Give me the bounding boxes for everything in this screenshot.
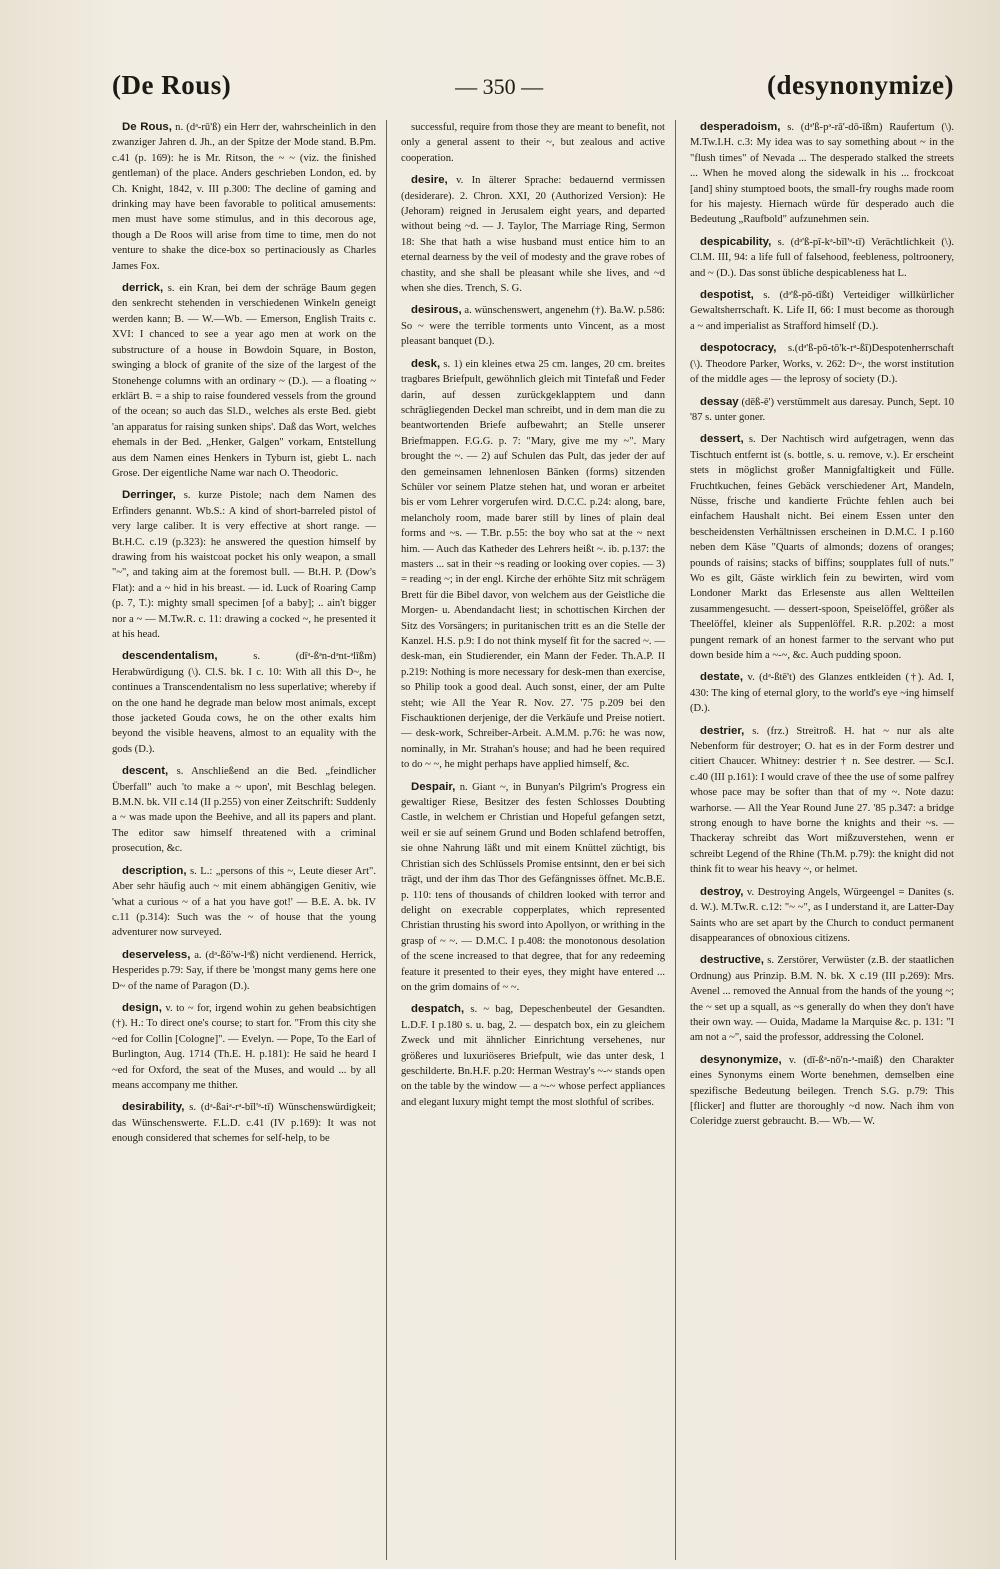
entry-text: n. Giant ~, in Bunyan's Pilgrim's Progress ein gewaltiger Riese, Besitzer des festen Schlosses Doubting Castle, in welchem er Christian und Hopeful gefangen setzt, weil er sie auf seinem Grund und Boden schlafend betroffen, sie ohne Nahrung läßt und mit einem Knüttel züchtigt, bis Christian sich des Schlüssels Promise entsinnt, den er bei sich trägt, und der ihm das Thor des Gefängnisses öffnet. Mc.B.E. p. 110: tens of thousands of children looked with terror and delight on execrable copperplates, which represented Christian thrusting his sword into Apollyon, or writhing in the grasp of ~ ~. — D.M.C. I p.408: the monotonous desolation of the scene increased to that degree, that for any redeeming feature it presented to their eyes, they might have entered ... on the grim domains of ~ ~. [401,781,665,993]
entry-headword: derrick, [122,282,164,295]
entry-headword: dessay [700,395,739,408]
dictionary-entry [401,303,665,349]
dictionary-entry [112,488,376,642]
entry-headword: desirability, [122,1101,185,1114]
dictionary-entry [690,288,954,334]
entry-headword: despicability, [700,235,772,248]
entry-headword: descent, [122,765,169,778]
dictionary-entry [112,281,376,481]
entry-text: v. (dī-ßᵊ-nō'n-ᵊ-maiß) den Charakter eines Synonyms einem Worte benehmen, demselben eine spezifische Bedeutung beilegen. Trench S.G. p.79: This [flicker] and flutter are thoroughly ~d now. Nach ihm von Coleridge zuerst gebraucht. B.— Wb.— W. [690,1054,954,1128]
entry-headword: desk, [411,357,441,370]
dictionary-entry [690,235,954,281]
entry-text: s. kurze Pistole; nach dem Namen des Erfinders genannt. Wb.S.: A kind of short-barreled pistol of very large caliber. It is very effective at short range. — Bt.H.C. c.19 (p.323): he answered the question himself by drawing from his waistcoat pocket his only weapon, a small "~", and taking aim at the foremost bull. — Bt.H. P. (Dow's Flat): and a ~ hid in his breast. — id. Luck of Roaring Camp (p. 7, T.): mighty small specimen [of a baby]; .. ain't bigger nor a ~ — M.Tw.R. c. 11: drawing a cocked ~, he presented it at his head. [112,490,376,640]
entry-headword: design, [122,1001,162,1014]
text-columns [112,120,954,1560]
column-2 [401,120,676,1560]
entry-text: s. Anschließend an die Bed. „feindlicher Überfall" auch 'to make a ~ upon', mit Beschlag belegen. B.M.N. bk. VII c.14 (II p.255) von einer Zeitschrift: Suddenly a ~ was made upon the Beehive, and all its papers and plant. The editor saw himself threatened with a criminal prosecution, &c. [112,766,376,855]
dictionary-entry [690,432,954,663]
entry-text: s. ein Kran, bei dem der schräge Baum gegen den senkrecht stehenden in verschiedenen Winkeln geneigt werden kann; B. — W.—Wb. — Emerson, English Traits c. XVI: I chanced to see a year ago men at work on the substructure of a house in Bowdoin Square, in Boston, swinging a block of granite of the size of the largest of the Stonehenge columns with an ordinary ~ (D.). — a floating ~ erklärt B. = a ship to raise foundered vessels from the ground of the ocean; so auch das Sl.D., welches als erste Bed. giebt 'an apparatus for raising sunken ships'. Daß das Wort, welches ehemals in der Bed. „Henker, Galgen" vorkam, Entstellung aus dem Namen eines Henkers in Tyburn ist, giebt L. nach Grose. Der eigentliche Name war nach O. Theodoric. [112,283,376,479]
entry-headword: De Rous, [122,121,172,133]
entry-headword: destroy, [700,885,744,898]
entry-text: s. (dīᵊ-ßᵊn-dᵊnt-ᵊlīßm) Herabwürdigung (\). Cl.S. bk. I c. 10: With all this D~, he continues a Transcendentalism no less superlative; whereby if on the one hand he degrade man below most animals, except those jacketed Gouda cows, he on the other exalts him beyond the visible heavens, almost to an equality with the gods (D.). [112,651,376,755]
entry-text: s. Zerstörer, Verwüster (z.B. der staatlichen Ordnung) aus Prinzip. B.M. N. bk. X c.19 (III p.269): Mrs. Avenel ... removed the Annual from the hands of the young ~; the ~ set up a squall, as ~s generally do when they don't have their own way. — Ouida, Madame la Marquise &c. p. 131: "I am not a ~", said the professor, addressing the Colonel. [690,955,954,1044]
entry-text: s. (dᵊ'ß-pī-kᵊ-bīl'ᵊ-tī) Verächtlichkeit (\). Cl.M. III, 94: a life full of falsehood, feebleness, poltroonery, and ~ (D.). Das sonst übliche despicableness hat L. [690,236,954,279]
dictionary-entry [112,1001,376,1093]
entry-headword: deserveless, [122,948,191,961]
entry-headword: despatch, [411,1003,465,1016]
dictionary-entry [690,1053,954,1130]
dictionary-entry [401,120,665,166]
entry-text: v. In älterer Sprache: bedauernd vermissen (desiderare). 2. Chron. XXI, 20 (Authorized Version): He (Jehoram) reigned in Jerusalem eight years, and departed without being ~d. — J. Taylor, The Marriage Ring, Sermon 18: She that hath a wise husband must entice him to an eternal dearness by the veil of modesty and the grave robes of chastity, and she shall be pleasant while she lives, and ~d when she dies. Trench, S. G. [401,175,665,295]
entry-text: s. Der Nachtisch wird aufgetragen, wenn das Tischtuch entfernt ist (s. bottle, s. u. remove, v.). Er erscheint stets in möglichst großer Mannigfaltigkeit und Fülle. Fruchtkuchen, feines Gebäck verschiedener Art, Mandeln, Nüsse, frische und kandierte Früchte fehlen auch bei einfachem Haushalt nicht. Bei einem Essen unter den bescheidensten Verhältnissen erscheinen in D.M.C. I p.160 neben dem Käse "Quarts of almonds; dozens of oranges; pounds of raisins; stacks of biffins; soupplates full of nuts." Wo es gilt, Gäste wirklich fein zu bewirten, wird vom Londoner Markt das Erlesenste aus allen Weltteilen zusammengesucht. — dessert-spoon, Speiselöffel, größer als Theelöffel, kleiner als Suppenlöffel. R.R. p.202: a most pungent remark of an honest farmer to the servant who put down beside him a ~-~, &c. Auch pudding spoon. [690,434,954,661]
header-left-guideword: (De Rous) [112,70,232,100]
entry-text: s. (dᵊ-ßaiᵊ-rᵊ-bīl'ᵊ-tī) Wünschenswürdigkeit; das Wünschenswerte. F.L.D. c.41 (IV p.169): It was not enough considered that schemes for self-help, to be [112,1102,376,1145]
entry-headword: desperadoism, [700,121,781,133]
dictionary-entry [112,1100,376,1146]
dictionary-entry [401,1002,665,1110]
page-number: — 350 — [455,74,544,99]
entry-text: successful, require from those they are meant to benefit, not only a general assent to their ~, but zealous and active cooperation. [401,122,665,164]
entry-text: s. 1) ein kleines etwa 25 cm. langes, 20 cm. breites tragbares Briefpult, gewöhnlich gleich mit Tintefaß und Feder darin, auf dessen zurückgeklapptem und dann schrägliegenden Deckel man schreibt, und in dem man die zu beantwortenden Briefe aufbewahrt; an Stelle unserer Briefmappen. F.G.G. p. 7: "Mary, give me my ~". Mary brought the ~. — 2) auf Schulen das Pult, das jeder der auf den gemeinsamen lehnenlosen Bänken (forms) sitzenden Schüler vor seinem Platze stehen hat, und woran er arbeitet bis er vom Lehrer vorgerufen wird. D.C.C. p.24: along, bare, melancholy room, made barer still by lines of plain deal forms and ~s. — T.Br. p.55: the boy who sat at the ~ next him. — Auch das Katheder des Lehrers heißt ~. ib. p.137: the masters ... sat in their ~s reading or looking over copies. — 3) = reading ~; in der engl. Kirche der erhöhte Sitz mit schrägem Brett für die Bibel davor, von welchem aus der Geistliche die Morgen- u. Abendandacht liest; in schottischen Kirchen der Sitz des Vorsängers; in puritanischen tritt es an die Stelle der Kanzel. H.S. p.9: I do not think myself fit for the sacred ~. — desk-man, ein Studierender, ein Mann der Feder. Th.A.P. II p.219: Nothing is more necessary for desk-men than exercise, so Philip took a good deal. Auch sonst, einer, der am Pulte steht; wie All the Year R. Nov. 27. '75 p.209 bei den Fischauktionen derjenige, der die Verkäufe und Preise notiert. — desk-work, Schreiber-Arbeit. A.M.M. p.76: he was now, nominally, in Mr. Strahan's house; and had he been required to do ~ ~, he might perhaps have applied himself, &c. [401,358,665,771]
entry-text: s. ~ bag, Depeschenbeutel der Gesandten. L.D.F. I p.180 s. u. bag, 2. — despatch box, ein zu gleichem Zweck und mit ähnlicher Einrichtung versehenes, nur größeres und luxuriöseres Briefpult, wie das unter desk, 1 geschilderte. Bn.H.F. p.20: Herman Westray's ~-~ stands open on the table by the window — a ~-~ whose perfect appliances and elegant luxury might tempt the most slothful of scribes. [401,1004,665,1108]
entry-headword: Despair, [411,780,456,793]
entry-text: s.(dᵊ'ß-pō-tō'k-rᵊ-ßī)Despotenherrschaft (\). Theodore Parker, Works, v. 262: D~, the worst institution of the middle ages — the leprosy of society (D.). [690,343,954,386]
entry-text: a. (dᵊ-ßö'w-lᵊß) nicht verdienend. Herrick, Hesperides p.79: Say, if there be 'mongst many gems here one D~ of the name of Paragon (D.). [112,949,376,992]
entry-text: v. (dᵊ-ßtē't) des Glanzes entkleiden (†). Ad. I, 430: The king of eternal glory, to the world's eye ~ing himself (D.). [690,672,954,715]
dictionary-entry [690,670,954,716]
entry-headword: desynonymize, [700,1053,782,1066]
entry-text: s. (dᵊ'ß-pō-tīßt) Verteidiger willkürlicher Gewaltsherrschaft. K. Life II, 66: I must become as thorough a ~ and imperialist as Strafford himself (D.). [690,290,954,332]
entry-text: s. (dᵊ'ß-pᵊ-rā'-dō-īßm) Raufertum (\). M.Tw.I.H. c.3: My idea was to say something about ~ in the "flush times" of Nevada ... The desperado stalked the streets ... When he moved along the sidewalk in his ... frockcoat [and] shiny stumptoed boots, the small-fry roughs made room for his majesty. Hiernach würde für desperado auch die Bedeutung „Raufbold" aufzunehmen sein. [690,122,954,226]
dictionary-entry [112,764,376,856]
entry-headword: despotist, [700,289,754,302]
dictionary-entry [401,357,665,773]
entry-headword: descendentalism, [122,650,218,663]
entry-text: v. to ~ for, irgend wohin zu gehen beabsichtigen (†). H.: To direct one's course; to start for. "From this city she ~ed for Collin [Cologne]". — Evelyn. — Pope, To the Earl of Burlington, Aug. 1714 (Th.E. H. p.181): He said he heard I ~ed for Oxford, the seat of the Muses, and would ... by all means accompany me thither. [112,1002,376,1091]
dictionary-entry [401,780,665,996]
entry-text: (dēß-ē') verstümmelt aus daresay. Punch, Sept. 10 '87 s. unter goner. [690,396,954,423]
dictionary-entry [112,864,376,941]
dictionary-entry [112,649,376,757]
entry-headword: desire, [411,174,448,187]
entry-text: a. wünschenswert, angenehm (†). Ba.W. p.586: So ~ were the terrible torments unto Vincent, as a most pleasant banquet (D.). [401,305,665,348]
dictionary-entry [690,395,954,426]
entry-headword: desirous, [411,304,462,317]
entry-headword: destate, [700,671,744,684]
dictionary-entry [690,120,954,228]
column-1 [112,120,387,1560]
entry-text: n. (dᵊ-rū'ß) ein Herr der, wahrscheinlich in den zwanziger Jahren d. Jh., an der Spitze der Mode stand. B.Pm. c.41 (p. 169): he is Mr. Ritson, the ~ ~ (viz. the finished gentleman) of the place. Anders geschrieben London, ed. by Ch. Knight, 1842, v. III p.300: The decline of gaming and drinking may have been favorable to political amusements: men must have some stimulus, and in this decorous age, though a De Roos will arise from time to time, men do not venture to shake the dice-box so pertinaciously as Charles James Fox. [112,122,376,272]
entry-headword: destrier, [700,724,745,737]
dictionary-entry [401,173,665,296]
entry-headword: destructive, [700,954,764,967]
dictionary-entry [112,948,376,994]
entry-text: s. (frz.) Streitroß. H. hat ~ nur als alte Nebenform für destroyer; O. hat es in der Form destrer und citiert Chaucer. Whitney: destrier † n. See destrer. — Sc.I. c.40 (III p.161): I would crave of thee the use of some palfrey whose pace may be softer than that of my ~. Note dazu: warhorse. — All the Year Round June 27. '85 p.347: a bridge strong enough to have borne the knights and their ~s. — Thackeray schreibt das Wort mißzuverstehen, wenn er schreibt Legend of the Rhine (Th.M. p.79): the knight did not think fit to wear his heavy ~, or helmet. [690,725,954,876]
entry-headword: description, [122,864,187,877]
entry-headword: despotocracy, [700,342,777,355]
column-3 [690,120,954,1560]
entry-headword: dessert, [700,433,744,446]
dictionary-entry [690,953,954,1045]
dictionary-entry [112,120,376,274]
page-header [112,70,954,114]
entry-text: s. L.: „persons of this ~, Leute dieser Art". Aber sehr häufig auch ~ mit einem abhängigen Genitiv, wie 'what a curious ~ of a hat you have got!' — B.E. A. bk. IV c.11 (p.314): Such was the ~ of house that the young adventurer now surveyed. [112,865,376,939]
entry-text: v. Destroying Angels, Würgeengel = Danites (s. d. W.). M.Tw.R. c.12: "~ ~", as I understand it, are Latter-Day Saints who are set apart by the Church to conduct permanent disappearances of obnoxious citizens. [690,886,954,944]
dictionary-entry [690,885,954,947]
dictionary-entry [690,724,954,878]
dictionary-entry [690,341,954,387]
header-right-guideword: (desynonymize) [767,70,954,100]
entry-headword: Derringer, [122,489,176,502]
